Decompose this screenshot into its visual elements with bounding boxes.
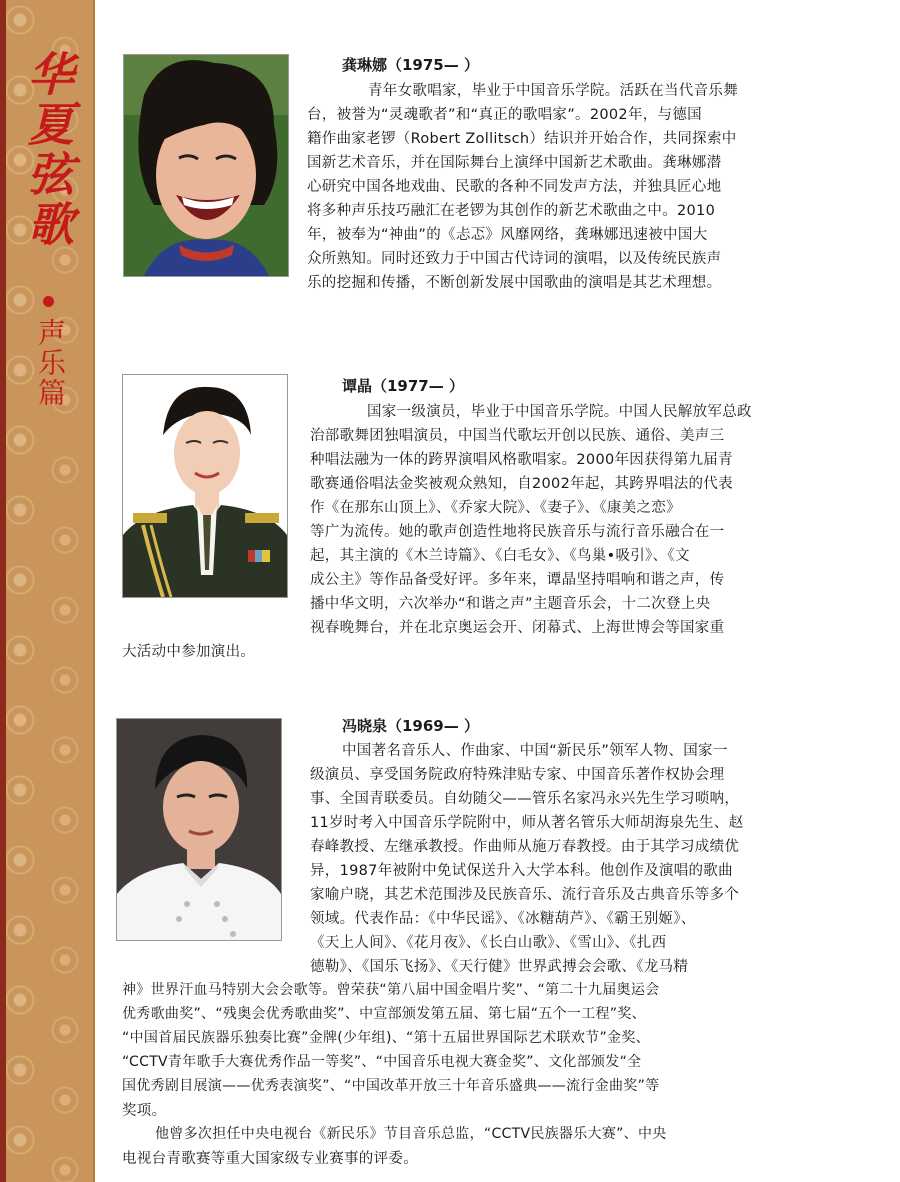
bio-name-gong-linna: 龚琳娜（1975— ） — [342, 56, 479, 74]
bio-text-line: 播中华文明，六次举办“和谐之声”主题音乐会，十二次登上央 — [310, 596, 711, 612]
bio-text-line: 国优秀剧目展演——优秀表演奖”、“中国改革开放三十年音乐盛典——流行金曲奖”等 — [122, 1078, 660, 1094]
bio-text-line: 领域。代表作品：《中华民谣》、《冰糖葫芦》、《霸王别姬》、 — [310, 911, 696, 927]
bio-text-line: 台，被誉为“灵魂歌者”和“真正的歌唱家”。2002年，与德国 — [307, 107, 702, 123]
bio-text-line: 他曾多次担任中央电视台《新民乐》节目音乐总监，“CCTV民族器乐大赛”、中央 — [155, 1126, 667, 1142]
bio-text-line: 事、全国青联委员。自幼随父——管乐名家冯永兴先生学习唢呐， — [310, 791, 740, 807]
bio-text-line: 青年女歌唱家，毕业于中国音乐学院。活跃在当代音乐舞 — [368, 83, 738, 99]
bio-text-line: “中国首届民族器乐独奏比赛”金牌(少年组)、“第十五届世界国际艺术联欢节”金奖、 — [122, 1030, 650, 1046]
bio-text-line: 种唱法融为一体的跨界演唱风格歌唱家。2000年因获得第九届青 — [310, 452, 733, 468]
bio-text-line: 成公主》等作品备受好评。多年来，谭晶坚持唱响和谐之声，传 — [310, 572, 725, 588]
bio-text-line: 众所熟知。同时还致力于中国古代诗词的演唱，以及传统民族声 — [307, 251, 722, 267]
bio-text-line: 籍作曲家老锣（Robert Zollitsch）结识并开始合作，共同探索中 — [307, 131, 737, 147]
bio-text-line: 作《在那东山顶上》、《乔家大院》、《妻子》、《康美之恋》 — [310, 500, 681, 516]
portrait-photo-feng-xiaoquan — [116, 718, 282, 941]
bio-name-feng-xiaoquan: 冯晓泉（1969— ） — [342, 717, 479, 735]
decorative-sidebar — [0, 0, 95, 1182]
title-separator-dot — [43, 296, 54, 307]
bio-text-line: 德勒》、《国乐飞扬》、《天行健》世界武搏会会歌、《龙马精 — [310, 959, 689, 975]
bio-text-line: 11岁时考入中国音乐学院附中，师从著名管乐大师胡海泉先生、赵 — [310, 815, 744, 831]
bio-text-line: “CCTV青年歌手大赛优秀作品一等奖”、“中国音乐电视大赛金奖”、文化部颁发“全 — [122, 1054, 642, 1070]
bio-text-line: 中国著名音乐人、作曲家、中国“新民乐”领军人物、国家一 — [342, 743, 728, 759]
sidebar-edge-stripe — [0, 0, 6, 1182]
bio-text-line: 歌赛通俗唱法金奖被观众熟知，自2002年起，其跨界唱法的代表 — [310, 476, 733, 492]
bio-text-line: 国家一级演员，毕业于中国音乐学院。中国人民解放军总政 — [367, 404, 752, 420]
bio-text-line: 乐的挖掘和传播，不断创新发展中国歌曲的演唱是其艺术理想。 — [307, 275, 722, 291]
bio-text-line: 大活动中参加演出。 — [122, 644, 256, 660]
bio-text-line: 年，被奉为“神曲”的《忐忑》风靡网络，龚琳娜迅速被中国大 — [307, 227, 708, 243]
bio-text-line: 治部歌舞团独唱演员，中国当代歌坛开创以民族、通俗、美声三 — [310, 428, 725, 444]
bio-text-line: 等广为流传。她的歌声创造性地将民族音乐与流行音乐融合在一 — [310, 524, 725, 540]
section-subtitle: 声乐篇 — [34, 318, 67, 408]
bio-text-line: 优秀歌曲奖”、“残奥会优秀歌曲奖”、中宣部颁发第五届、第七届“五个一工程”奖、 — [122, 1006, 646, 1022]
bio-text-line: 国新艺术音乐，并在国际舞台上演绎中国新艺术歌曲。龚琳娜潜 — [307, 155, 722, 171]
bio-text-line: 级演员、享受国务院政府特殊津贴专家、中国音乐著作权协会理 — [310, 767, 725, 783]
bio-text-line: 《天上人间》、《花月夜》、《长白山歌》、《雪山》、《扎西 — [310, 935, 667, 951]
bio-text-line: 视春晚舞台，并在北京奥运会开、闭幕式、上海世博会等国家重 — [310, 620, 725, 636]
bio-name-tan-jing: 谭晶（1977— ） — [342, 377, 464, 395]
bio-text-line: 起，其主演的《木兰诗篇》、《白毛女》、《鸟巢•吸引》、《文 — [310, 548, 690, 564]
section-title: 华夏弦歌 — [21, 50, 75, 250]
bio-text-line: 将多种声乐技巧融汇在老锣为其创作的新艺术歌曲之中。2010 — [307, 203, 716, 219]
bio-text-line: 电视台青歌赛等重大国家级专业赛事的评委。 — [122, 1151, 418, 1167]
bio-text-line: 心研究中国各地戏曲、民歌的各种不同发声方法，并独具匠心地 — [307, 179, 722, 195]
bio-text-line: 奖项。 — [122, 1103, 167, 1119]
bio-text-line: 异，1987年被附中免试保送升入大学本科。他创作及演唱的歌曲 — [310, 863, 733, 879]
bio-text-line: 神》世界汗血马特别大会会歌等。曾荣获“第八届中国金唱片奖”、“第二十九届奥运会 — [122, 982, 660, 998]
portrait-photo-gong-linna — [123, 54, 289, 277]
portrait-photo-tan-jing — [122, 374, 288, 598]
bio-text-line: 家喻户晓，其艺术范围涉及民族音乐、流行音乐及古典音乐等多个 — [310, 887, 740, 903]
bio-text-line: 春峰教授、左继承教授。作曲师从施万春教授。由于其学习成绩优 — [310, 839, 740, 855]
